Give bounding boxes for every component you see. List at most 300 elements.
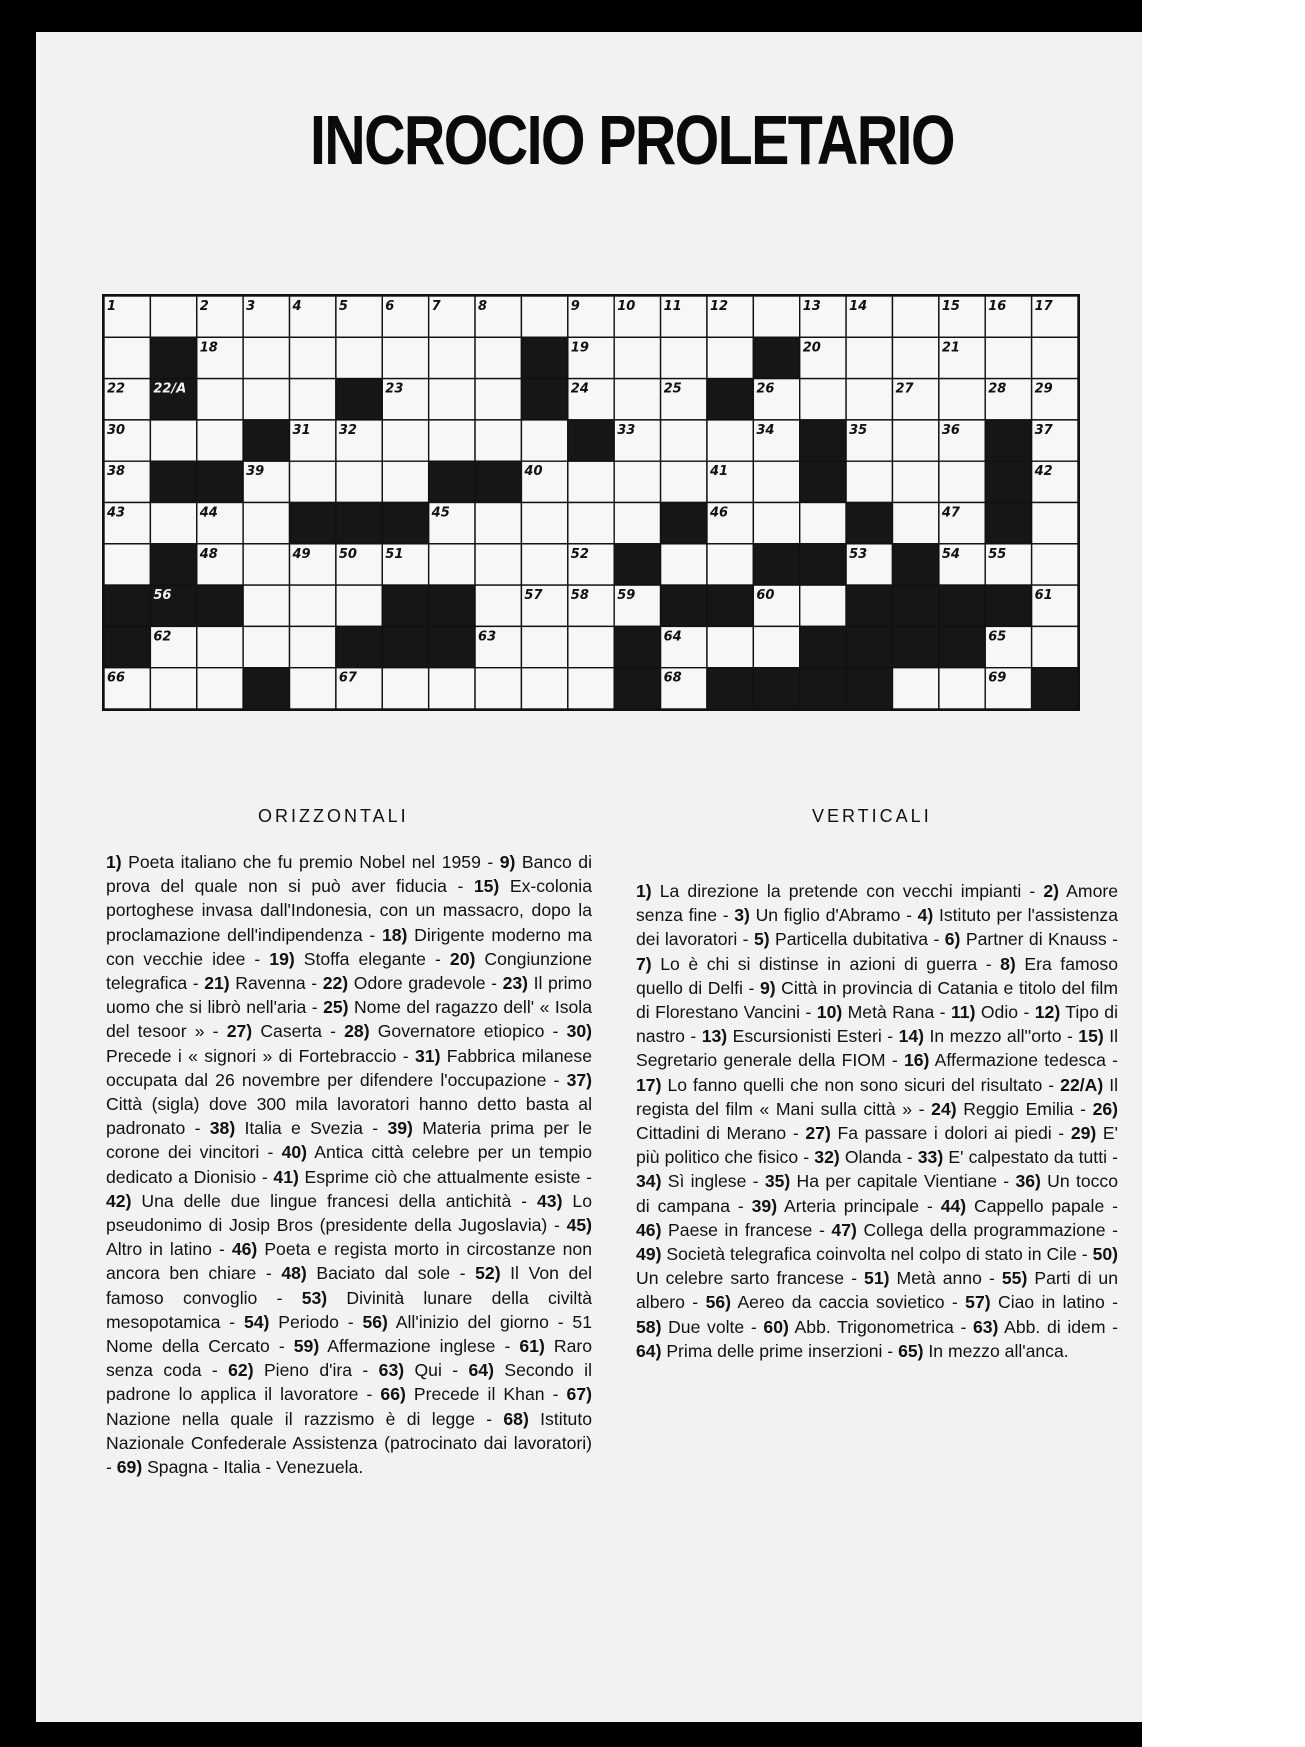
black-cell [382,626,428,667]
verticale-clue-number: 6) [944,929,961,950]
black-cell [707,585,753,626]
grid-cell[interactable] [290,337,336,378]
black-cell [150,461,196,502]
cell-number: 2 [199,299,209,314]
grid-cell[interactable] [846,461,892,502]
black-cell [243,668,289,709]
cell-number: 17 [1034,299,1053,314]
verticale-clue-number: 5) [753,929,770,950]
orizzontale-clue-text: Precede il Khan - [405,1384,567,1405]
grid-cell[interactable] [753,503,799,544]
verticale-clue-text: E' calpestato da tutti - [943,1147,1118,1168]
black-cell [614,626,660,667]
orizzontale-clue-number: 40) [281,1142,308,1163]
grid-cell[interactable] [475,503,521,544]
grid-cell[interactable] [846,337,892,378]
verticale-clue-number: 1) [636,881,652,901]
grid-cell[interactable] [800,503,846,544]
verticale-clue-text: Istituto per l'assistenza dei lavoratori - [636,905,1119,950]
grid-cell[interactable] [475,420,521,461]
cell-number: 62 [153,629,172,645]
verticale-clue-number: 65) [898,1340,924,1361]
orizzontale-clue-number: 48) [281,1263,307,1284]
orizzontale-clue-text: Precede i « signori » di Fortebraccio - [106,1045,415,1066]
grid-cell[interactable] [1032,337,1078,378]
grid-cell[interactable] [707,626,753,667]
orizzontale-clue-text: Nazione nella quale il razzismo è di legge - [106,1408,504,1429]
grid-cell[interactable] [800,379,846,420]
black-cell [800,420,846,461]
verticale-clue-number: 26) [1092,1098,1118,1119]
black-cell [1032,668,1078,709]
cell-number: 15 [941,299,960,314]
cell-number: 36 [941,422,960,438]
grid-cell[interactable] [892,337,938,378]
orizzontale-clue-number: 54) [243,1311,270,1332]
verticale-clue-number: 9) [759,977,776,998]
crossword-grid [102,294,1080,711]
verticale-clue-number: 7) [636,953,652,974]
page-title: INCROCIO PROLETARIO [310,101,954,179]
verticale-clue-number: 27) [805,1123,831,1144]
orizzontale-clue-text: Dirigente moderno ma con vecchie idee - [106,924,592,969]
cell-number: 22/A [153,381,187,397]
orizzontale-clue-number: 45) [566,1215,592,1236]
grid-cell[interactable] [661,420,707,461]
black-cell [336,379,382,420]
adjacent-page-edge [1142,0,1305,1747]
cell-number: 38 [107,464,126,480]
grid-cell[interactable] [429,379,475,420]
verticale-clue-text: Ha per capitale Vientiane - [790,1171,1016,1192]
verticale-clue-number: 17) [636,1074,662,1095]
cell-number: 10 [617,299,636,314]
black-cell [661,585,707,626]
black-cell [846,585,892,626]
orizzontale-clue-number: 68) [503,1408,529,1429]
verticale-clue-text: Collega della programmazione - [856,1219,1119,1240]
grid-cell[interactable] [290,626,336,667]
verticale-clue-number: 63) [972,1316,999,1337]
cell-number: 44 [199,505,218,521]
grid-cell[interactable] [475,337,521,378]
orizzontale-clue-text: Baciato dal sole - [306,1263,476,1284]
grid-cell[interactable] [614,461,660,502]
orizzontale-clue-number: 27) [226,1021,253,1042]
verticale-clue-number: 49) [636,1244,662,1265]
black-cell [614,544,660,585]
grid-cell[interactable] [150,503,196,544]
verticale-clue-text: Società telegrafica coinvolta nel colpo di stato in Cile - [661,1244,1093,1265]
verticale-clue-text: Escursionisti Esteri - [727,1026,899,1047]
verticale-clue-number: 34) [636,1171,662,1192]
orizzontale-clue-number: 43) [537,1190,563,1211]
grid-cell[interactable] [707,544,753,585]
grid-cell[interactable] [290,379,336,420]
orizzontale-clue-text: Una delle due lingue francesi della antichità - [131,1190,538,1211]
black-cell [753,668,799,709]
verticale-clue-text: Paese in francese - [661,1219,832,1240]
verticale-clue-number: 51) [864,1268,890,1289]
grid-cell[interactable] [892,420,938,461]
cell-number: 29 [1034,381,1053,397]
verticale-clue-number: 46) [636,1219,662,1240]
grid-cell[interactable] [939,668,985,709]
grid-cell[interactable] [939,379,985,420]
grid-cell[interactable] [846,379,892,420]
grid-cell[interactable] [1032,626,1078,667]
grid-cell[interactable] [336,585,382,626]
orizzontale-clue-text: Esprime ciò che attualmente esiste - [298,1166,592,1187]
grid-cell[interactable] [336,337,382,378]
grid-cell[interactable] [661,461,707,502]
orizzontale-clue-number: 69) [116,1457,143,1478]
orizzontale-clue-number: 1) [106,852,122,872]
grid-cell[interactable] [382,461,428,502]
grid-cell[interactable] [661,544,707,585]
grid-cell[interactable] [614,337,660,378]
black-cell [753,544,799,585]
black-cell [382,503,428,544]
grid-cell[interactable] [568,503,614,544]
verticale-clue-number: 56) [705,1292,732,1313]
grid-cell[interactable] [568,461,614,502]
verticale-clue-text: Sì inglese - [661,1171,765,1192]
grid-cell[interactable] [150,420,196,461]
black-cell [429,461,475,502]
cell-number: 20 [802,340,821,356]
verticale-clue-text: In mezzo all''orto - [924,1026,1079,1047]
verticali-clues [636,879,1118,1363]
verticale-clue-text: Cappello papale - [966,1195,1118,1216]
black-cell [985,503,1031,544]
orizzontale-clue-text: Materia prima per le corone dei vincitori - [106,1118,592,1163]
grid-cell[interactable] [939,461,985,502]
grid-cell[interactable] [614,379,660,420]
grid-cell[interactable] [382,668,428,709]
grid-cell[interactable] [243,503,289,544]
verticale-clue-number: 47) [831,1219,857,1240]
black-cell [197,461,243,502]
grid-cell[interactable] [521,420,567,461]
cell-number: 64 [663,629,682,645]
grid-cell[interactable] [290,668,336,709]
cell-number: 6 [385,299,395,314]
verticale-clue-number: 16) [903,1050,930,1071]
cell-number: 65 [988,629,1007,645]
orizzontale-clue-number: 64) [468,1360,494,1381]
verticale-clue-text: Cittadini di Merano - [636,1123,806,1144]
grid-cell[interactable] [104,544,150,585]
cell-number: 31 [292,422,311,438]
cell-number: 28 [988,381,1007,397]
orizzontale-clue-text: Il Von del famoso convoglio - [106,1263,592,1308]
verticale-clue-number: 3) [734,905,750,926]
grid-cell[interactable] [753,626,799,667]
black-cell [290,503,336,544]
grid-cell[interactable] [753,296,799,337]
orizzontale-clue-number: 18) [381,924,408,945]
orizzontale-clue-number: 39) [387,1118,413,1139]
orizzontale-clue-number: 41) [273,1166,299,1187]
orizzontale-clue-number: 61) [519,1336,545,1357]
orizzontale-clue-text: Città (sigla) dove 300 mila lavoratori hanno detto basta al padronato - [106,1094,592,1139]
cell-number: 1 [107,299,117,314]
grid-cell[interactable] [429,544,475,585]
grid-cell[interactable] [336,461,382,502]
verticale-clue-number: 14) [898,1026,924,1047]
grid-cell[interactable] [290,461,336,502]
cell-number: 5 [338,299,348,314]
grid-cell[interactable] [1032,503,1078,544]
grid-cell[interactable] [614,503,660,544]
orizzontale-clue-number: 20) [449,948,476,969]
cell-number: 48 [199,546,218,562]
orizzontale-clue-number: 30) [566,1021,592,1042]
cell-number: 41 [709,464,729,480]
black-cell [243,420,289,461]
orizzontale-clue-text: Poeta e regista morto in circostanze non ancora ben chiare - [106,1239,592,1284]
verticale-clue-text: E' più politico che fisico - [636,1123,1118,1168]
orizzontale-clue-number: 25) [323,997,349,1018]
black-cell [939,585,985,626]
cell-number: 33 [617,422,636,438]
black-cell [475,461,521,502]
cell-number: 24 [570,381,589,397]
black-cell [521,337,567,378]
black-cell [846,503,892,544]
grid-cell[interactable] [568,626,614,667]
cell-number: 39 [246,464,265,480]
cell-number: 49 [292,546,311,562]
grid-cell[interactable] [382,420,428,461]
grid-cell[interactable] [985,337,1031,378]
orizzontale-clue-number: 15) [473,876,500,897]
grid-cell[interactable] [892,296,938,337]
orizzontale-clue-text: Banco di prova del quale non si può aver fiducia - [106,852,593,897]
grid-cell[interactable] [521,544,567,585]
cell-number: 50 [338,546,357,562]
black-cell [568,420,614,461]
verticale-clue-text: Due volte - [661,1316,764,1337]
orizzontale-clue-text: Poeta italiano che fu premio Nobel nel 1959 - [121,852,500,872]
cell-number: 51 [385,546,404,562]
verticale-clue-text: Abb. di idem - [998,1316,1119,1337]
grid-cell[interactable] [475,379,521,420]
grid-cell[interactable] [707,420,753,461]
grid-cell[interactable] [892,668,938,709]
black-cell [800,668,846,709]
orizzontale-clue-number: 56) [362,1311,388,1332]
cell-number: 7 [431,299,441,314]
grid-cell[interactable] [707,337,753,378]
black-cell [336,503,382,544]
black-cell [429,626,475,667]
grid-cell[interactable] [290,585,336,626]
verticale-clue-text: La direzione la pretende con vecchi impianti - [651,881,1044,901]
cell-number: 30 [107,422,126,438]
verticale-clue-text: Il regista del film « Mani sulla città » - [636,1074,1118,1119]
verticale-clue-text: Particella dubitativa - [769,929,945,950]
grid-cell[interactable] [382,337,428,378]
orizzontale-clue-text: Governatore etiopico - [369,1021,567,1042]
orizzontale-clue-text: Caserta - [252,1021,345,1042]
verticale-clue-text: Lo è chi si distinse in azioni di guerra - [651,953,1001,974]
verticale-clue-number: 44) [940,1195,967,1216]
black-cell [614,668,660,709]
black-cell [985,461,1031,502]
orizzontale-clue-number: 53) [301,1287,328,1308]
verticale-clue-text: Aereo da caccia sovietico - [731,1292,966,1313]
verticale-clue-text: Arteria principale - [777,1195,941,1216]
grid-cell[interactable] [800,585,846,626]
verticale-clue-number: 2) [1043,881,1060,901]
verticale-clue-text: Metà anno - [889,1268,1002,1289]
grid-cell[interactable] [150,296,196,337]
grid-cell[interactable] [104,337,150,378]
grid-cell[interactable] [429,420,475,461]
grid-cell[interactable] [243,544,289,585]
verticale-clue-text: Lo fanno quelli che non sono sicuri del risultato - [661,1074,1061,1095]
verticale-clue-number: 12) [1034,1002,1061,1023]
cell-number: 45 [431,505,450,521]
verticale-clue-text: Un celebre sarto francese - [636,1268,865,1289]
cell-number: 37 [1034,422,1053,438]
cell-number: 4 [292,299,302,314]
grid-cell[interactable] [243,379,289,420]
cell-number: 40 [524,464,543,480]
black-cell [846,668,892,709]
orizzontale-clue-text: Istituto Nazionale Confederale Assistenza (patrocinato dai lavoratori) - [106,1408,592,1478]
black-cell [382,585,428,626]
cell-number: 68 [663,670,682,686]
orizzontale-clue-text: All'inizio del giorno - 51 Nome della Cercato - [106,1311,592,1357]
cell-number: 16 [988,299,1007,314]
black-cell [429,585,475,626]
verticale-clue-text: Reggio Emilia - [956,1098,1093,1119]
cell-number: 8 [478,299,488,314]
black-cell [521,379,567,420]
orizzontale-clue-text: Nome del ragazzo dell' « Isola del tesoor » - [106,997,592,1042]
orizzontale-clue-number: 59) [293,1336,320,1357]
grid-cell[interactable] [197,420,243,461]
verticale-clue-number: 11) [950,1002,976,1023]
orizzontali-clues [106,850,592,1479]
black-cell [892,544,938,585]
grid-cell[interactable] [1032,544,1078,585]
grid-cell[interactable] [521,668,567,709]
grid-cell[interactable] [892,503,938,544]
verticale-clue-text: Un tocco di campana - [636,1171,1119,1216]
orizzontale-clue-text: Periodo - [269,1311,363,1332]
grid-cell[interactable] [243,626,289,667]
grid-cell[interactable] [429,668,475,709]
verticali-heading: VERTICALI [812,806,932,826]
verticale-clue-number: 35) [764,1171,791,1192]
orizzontale-clue-number: 46) [231,1239,258,1260]
cell-number: 56 [153,588,172,604]
orizzontale-clue-text: Antica città celebre per un tempio dedicato a Dionisio - [106,1142,592,1187]
cell-number: 26 [756,381,775,397]
cell-number: 19 [570,340,589,356]
verticale-clue-number: 64) [636,1340,662,1361]
cell-number: 63 [478,629,497,645]
orizzontale-clue-text: Odore gradevole - [348,973,503,994]
grid-cell[interactable] [429,337,475,378]
cell-number: 12 [709,299,729,314]
grid-cell[interactable] [243,337,289,378]
grid-cell[interactable] [475,668,521,709]
black-cell [104,585,150,626]
cell-number: 60 [756,588,775,604]
orizzontale-clue-number: 52) [475,1263,501,1284]
black-cell [707,668,753,709]
orizzontale-clue-text: Secondo il padrone lo applica il lavoratore - [106,1360,593,1405]
black-cell [753,337,799,378]
grid-cell[interactable] [475,544,521,585]
black-cell [661,503,707,544]
orizzontale-clue-text: Ex-colonia portoghese invasa dall'Indonesia, con un massacro, dopo la proclamazione dell'indipendenza - [106,876,592,945]
grid-cell[interactable] [521,626,567,667]
grid-cell[interactable] [661,337,707,378]
grid-cell[interactable] [521,296,567,337]
grid-cell[interactable] [753,461,799,502]
verticale-clue-text: Il Segretario generale della FIOM - [636,1026,1118,1071]
orizzontale-clue-text: Congiunzione telegrafica - [106,948,592,994]
verticale-clue-number: 50) [1092,1244,1118,1265]
verticale-clue-text: Città in provincia di Catania e titolo del film di Florestano Vancini - [636,977,1118,1023]
verticale-clue-text: Olanda - [839,1147,918,1168]
orizzontale-clue-text: Affermazione inglese - [319,1336,520,1357]
grid-cell[interactable] [243,585,289,626]
grid-cell[interactable] [197,668,243,709]
orizzontale-clue-text: Pieno d'ira - [253,1360,379,1381]
grid-cell[interactable] [197,626,243,667]
cell-number: 18 [199,340,218,356]
cell-number: 59 [617,588,636,604]
orizzontale-clue-text: Stoffa elegante - [294,948,450,969]
grid-cell[interactable] [892,461,938,502]
grid-cell[interactable] [521,503,567,544]
grid-cell[interactable] [475,585,521,626]
black-cell [197,585,243,626]
grid-cell[interactable] [150,668,196,709]
verticale-clue-number: 4) [917,905,934,926]
verticale-clue-text: Odio - [975,1002,1035,1023]
black-cell [846,626,892,667]
cell-number: 57 [524,588,543,604]
verticale-clue-text: Amore senza fine - [636,881,1118,926]
verticale-clue-text: Tipo di nastro - [636,1002,1118,1047]
orizzontale-clue-text: Divinità lunare della civiltà mesopotamica - [106,1287,593,1332]
cell-number: 25 [663,381,682,397]
verticale-clue-number: 36) [1015,1171,1041,1192]
orizzontale-clue-number: 42) [106,1190,132,1211]
black-cell [939,626,985,667]
verticale-clue-text: Fa passare i dolori ai piedi - [830,1123,1071,1144]
verticale-clue-text: Parti di un albero - [636,1268,1118,1313]
verticale-clue-number: 33) [917,1147,944,1168]
orizzontali-heading: ORIZZONTALI [258,806,409,826]
grid-cell[interactable] [197,379,243,420]
orizzontale-clue-text: Lo pseudonimo di Josip Bros (presidente della Jugoslavia) - [106,1190,592,1236]
orizzontale-clue-number: 38) [209,1118,236,1139]
grid-cell[interactable] [568,668,614,709]
cell-number: 58 [570,588,589,604]
orizzontale-clue-text: Altro in latino - [106,1239,232,1260]
cell-number: 3 [246,299,256,314]
verticale-clue-text: Un figlio d'Abramo - [749,905,918,926]
